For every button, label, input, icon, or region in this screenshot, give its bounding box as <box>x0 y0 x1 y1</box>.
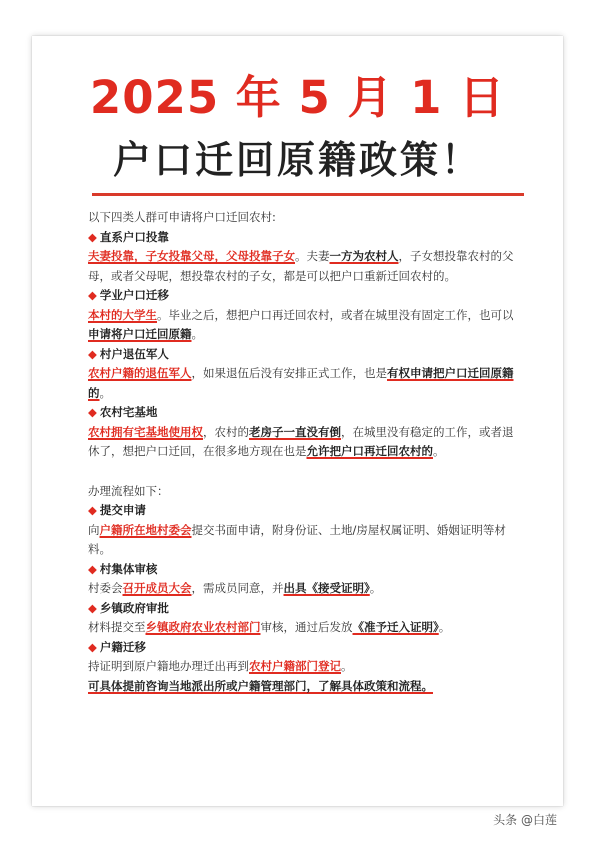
item-body <box>88 579 522 599</box>
item-heading <box>88 599 522 619</box>
underlined-emphasis-text: 申请将户口迁回原籍 <box>88 327 192 341</box>
page-headline: 2025 年 5 月 1 日 <box>89 71 506 124</box>
item-heading <box>88 403 522 423</box>
body-text: 持证明到原户籍地办理迁出再到 <box>88 659 249 673</box>
item-heading-text: 学业户口迁移 <box>99 288 169 302</box>
title-divider <box>92 193 524 196</box>
diamond-bullet-icon: ◆ <box>88 600 97 615</box>
diamond-bullet-icon: ◆ <box>88 288 97 302</box>
body-text: 提交书面申请，附身份证、土地/房屋权属证明、婚姻证明等材料。 <box>88 522 506 556</box>
closing-note <box>88 677 522 697</box>
body-text: ，子女想投靠农村的父母，或者父母呢，想投靠农村的子女，都是可以把户口重新迁回农村的。 <box>88 249 514 283</box>
highlight-red-text: 农村户籍的退伍军人 <box>88 366 192 380</box>
highlight-red-text: 农村拥有宅基地使用权 <box>88 424 203 439</box>
item-heading <box>88 501 522 521</box>
highlight-red-text: 农村户籍部门登记 <box>249 659 341 673</box>
item-heading-text: 村集体审核 <box>99 561 158 576</box>
body-text: 。毕业之后，想把户口再迁回农村，或者在城里没有固定工作，也可以 <box>157 307 514 322</box>
diamond-bullet-icon: ◆ <box>88 405 97 419</box>
section1-list <box>88 228 522 462</box>
item-heading <box>88 560 522 580</box>
diamond-bullet-icon: ◆ <box>88 561 97 576</box>
item-heading-text: 农村宅基地 <box>99 405 158 419</box>
closing-note-text: 可具体提前咨询当地派出所或户籍管理部门，了解具体政策和流程。 <box>88 678 433 693</box>
body-text: 。夫妻 <box>295 249 330 263</box>
section-gap <box>88 462 522 482</box>
body-text: ，如果退伍后没有安排正式工作，也是 <box>191 366 387 380</box>
body-text: 向 <box>88 522 100 537</box>
body-text: 。 <box>369 581 382 595</box>
body-text: 。 <box>438 620 451 634</box>
item-heading-text: 直系户口投靠 <box>99 229 169 244</box>
item-heading <box>88 345 522 365</box>
item-heading-text: 户籍迁移 <box>99 639 146 654</box>
article-body <box>88 208 522 696</box>
body-text: ，需成员同意，并 <box>191 581 284 595</box>
body-text: ，在城里没有稳定的工作，或者退休了，想把户口迁回，在很多地方现在也是 <box>88 424 514 458</box>
watermark-text: 头条 @白莲 <box>493 813 557 827</box>
page-subtitle: 户口迁回原籍政策！ <box>112 138 482 182</box>
section1-intro: 以下四类人群可申请将户口迁回农村: <box>88 210 276 224</box>
diamond-bullet-icon: ◆ <box>88 639 97 654</box>
underlined-emphasis-text: 老房子一直没有倒 <box>249 424 341 439</box>
item-heading-text: 村户退伍军人 <box>99 346 169 361</box>
item-heading-text: 乡镇政府审批 <box>99 600 169 615</box>
body-text: 。 <box>99 385 111 400</box>
item-body <box>88 364 522 403</box>
highlight-red-text: 本村的大学生 <box>88 307 157 322</box>
underlined-emphasis-text: 《准予迁入证明》 <box>352 620 439 634</box>
item-body <box>88 306 522 345</box>
item-body <box>88 521 522 560</box>
diamond-bullet-icon: ◆ <box>88 503 97 517</box>
underlined-emphasis-text: 有权申请把户口迁回原籍的 <box>88 366 514 400</box>
item-heading-text: 提交申请 <box>99 503 146 517</box>
body-text: 审核，通过后发放 <box>260 620 353 634</box>
item-body <box>88 618 522 638</box>
body-text: 村委会 <box>88 581 123 595</box>
highlight-red-text: 召开成员大会 <box>122 581 192 595</box>
item-body <box>88 657 522 677</box>
item-heading <box>88 286 522 306</box>
diamond-bullet-icon: ◆ <box>88 346 97 361</box>
section2-list <box>88 501 522 677</box>
highlight-red-text: 夫妻投靠，子女投靠父母，父母投靠子女 <box>88 249 295 263</box>
item-body <box>88 247 522 286</box>
body-text: 。 <box>191 327 203 341</box>
underlined-emphasis-text: 允许把户口再迁回农村的 <box>306 444 433 458</box>
highlight-red-text: 户籍所在地村委会 <box>99 522 192 537</box>
item-body <box>88 423 522 462</box>
underlined-emphasis-text: 一方为农村人 <box>329 249 399 263</box>
highlight-red-text: 乡镇政府农业农村部门 <box>145 620 261 634</box>
underlined-emphasis-text: 出具《接受证明》 <box>283 581 370 595</box>
body-text: 。 <box>433 444 445 458</box>
body-text: 。 <box>341 659 353 673</box>
item-heading <box>88 228 522 248</box>
body-text: 材料提交至 <box>88 620 146 634</box>
diamond-bullet-icon: ◆ <box>88 229 97 244</box>
body-text: ，农村的 <box>203 424 249 439</box>
item-heading <box>88 638 522 658</box>
section2-intro: 办理流程如下： <box>88 483 169 498</box>
